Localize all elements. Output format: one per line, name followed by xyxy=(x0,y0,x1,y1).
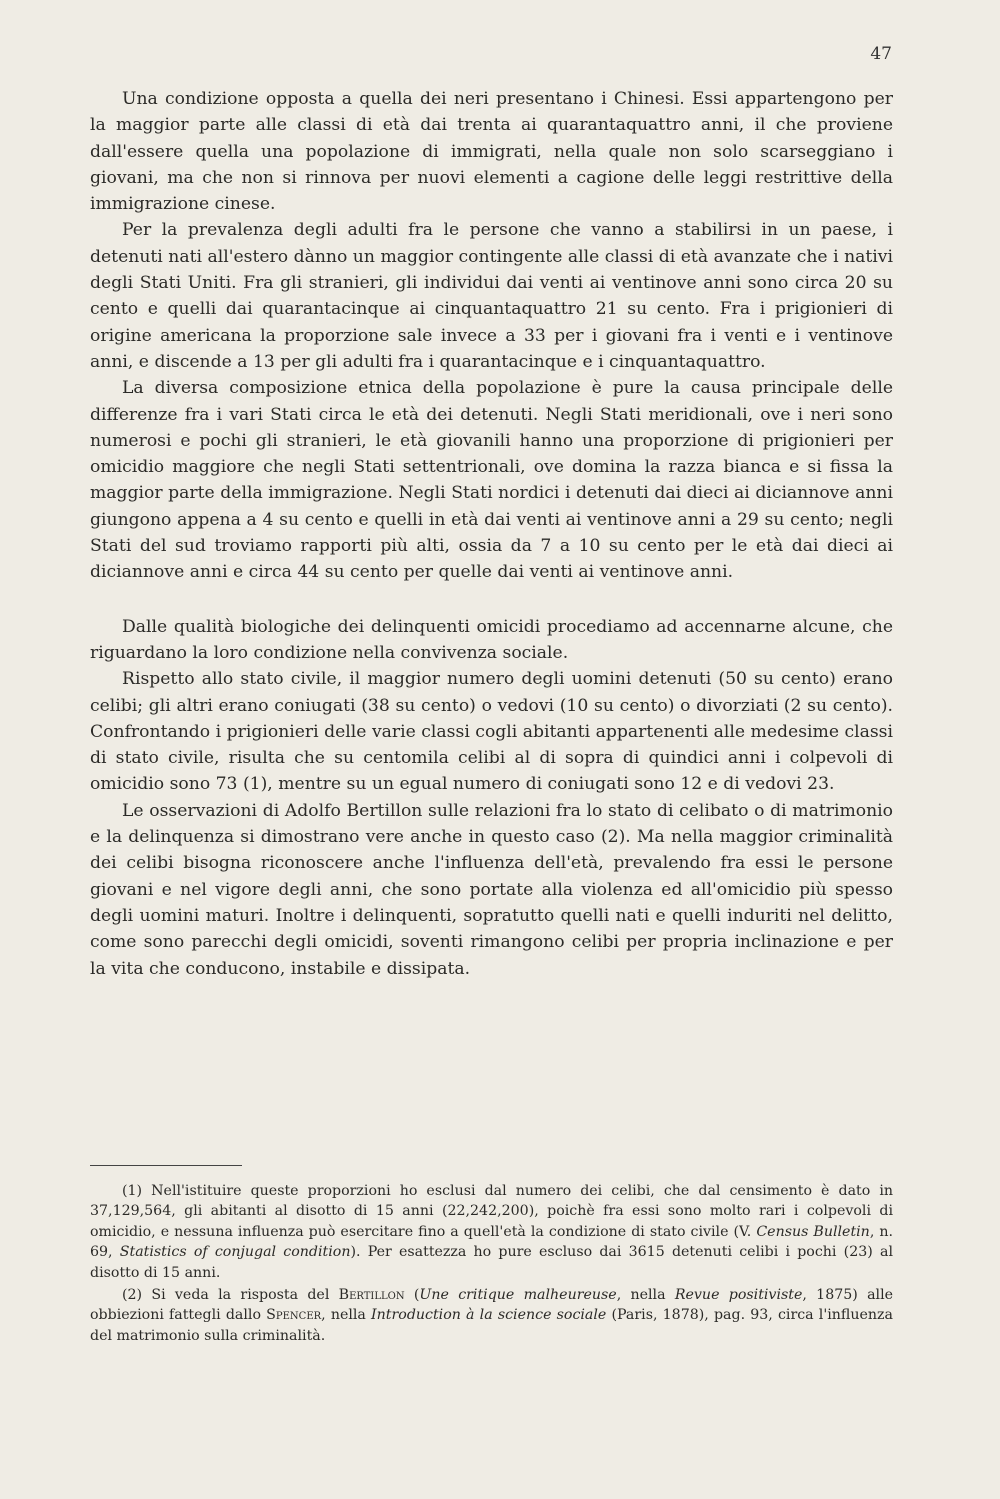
paragraph-chinese-immigrants: Una condizione opposta a quella dei neri presentano i Chinesi. Essi appartengono per la maggior parte alle classi di età dai trenta ai quarantaquattro anni, il che proviene dall'essere quella una popolazione di immigrati, nella quale non solo scarseggiano i giovani, ma che non si rinnova per nuovi elementi a cagione delle leggi restrittive della immigrazione cinese. xyxy=(90,89,893,215)
footnotes xyxy=(90,1181,893,1348)
footnote-1: (1) Nell'istituire queste proporzioni ho esclusi dal numero dei celibi, che dal censimento è dato in 37,129,564, gli abitanti al disotto di 15 anni (22,242,200), poichè fra essi sono molto rari i colpevoli di omicidio, e nessuna influenza può esercitare fino a quell'età la condizione di stato civile (V. Census Bulletin, n. 69, Statistics of conjugal condition). Per esattezza ho pure escluso dai 3615 detenuti celibi i pochi (23) al disotto di 15 anni. xyxy=(90,1183,893,1281)
footnote-separator xyxy=(90,1165,242,1166)
paragraph-social-conditions: Dalle qualità biologiche dei delinquenti omicidi procediamo ad accennarne alcune, che riguardano la loro condizione nella convivenza sociale. xyxy=(90,616,893,663)
paragraph-foreign-born-ages: Per la prevalenza degli adulti fra le persone che vanno a stabilirsi in un paese, i detenuti nati all'estero dànno un maggior contingente alle classi di età avanzate che i nativi degli Stati Uniti. Fra gli stranieri, gli individui dai venti ai ventinove anni sono circa 20 su cento e quelli dai quarantacinque ai cinquantaquattro 21 su cento. Fra i prigionieri di origine americana la proporzione sale invece a 33 per i giovani fra i venti e i ventinove anni, e discende a 13 per gli adulti fra i quarantacinque e i cinquantaquattro. xyxy=(90,220,893,372)
paragraph-bertillon-observations: Le osservazioni di Adolfo Bertillon sulle relazioni fra lo stato di celibato o di matrimonio e la delinquenza si dimostrano vere anche in questo caso (2). Ma nella maggior criminalità dei celibi bisogna riconoscere anche l'influenza dell'età, prevalendo fra essi le persone giovani e nel vigore degli anni, che sono portate alla violenza ed all'omicidio più spesso degli uomini maturi. Inoltre i delinquenti, sopratutto quelli nati e quelli induriti nel delitto, come sono parecchi degli omicidi, soventi rimangono celibi per propria inclinazione e per la vita che conducono, instabile e dissipata. xyxy=(90,800,893,979)
main-text xyxy=(90,86,893,982)
section-gap xyxy=(90,586,893,614)
paragraph-civil-status: Rispetto allo stato civile, il maggior numero degli uomini detenuti (50 su cento) erano celibi; gli altri erano coniugati (38 su cento) o vedovi (10 su cento) o divorziati (2 su cento). Confrontando i prigionieri delle varie classi cogli abitanti appartenenti alle medesime classi di stato civile, risulta che su centomila celibi al di sopra di quindici anni i colpevoli di omicidio sono 73 (1), mentre su un egual numero di coniugati sono 12 e di vedovi 23. xyxy=(90,669,893,795)
page-number: 47 xyxy=(870,44,892,64)
paragraph-ethnic-composition: La diversa composizione etnica della popolazione è pure la causa principale delle differenze fra i vari Stati circa le età dei detenuti. Negli Stati meridionali, ove i neri sono numerosi e pochi gli stranieri, le età giovanili hanno una proporzione di prigionieri per omicidio maggiore che negli Stati settentrionali, ove domina la razza bianca e si fissa la maggior parte della immigrazione. Negli Stati nordici i detenuti dai dieci ai diciannove anni giungono appena a 4 su cento e quelli in età dai venti ai ventinove anni a 29 su cento; negli Stati del sud troviamo rapporti più alti, ossia da 7 a 10 su cento per le età dai dieci ai diciannove anni e circa 44 su cento per quelle dai venti ai ventinove anni. xyxy=(90,378,893,583)
footnote-2: (2) Si veda la risposta del Bertillon (Une critique malheureuse, nella Revue positiviste, 1875) alle obbiezioni fattegli dallo Spencer, nella Introduction à la science sociale (Paris, 1878), pag. 93, circa l'influenza del matrimonio sulla criminalità. xyxy=(90,1287,894,1344)
